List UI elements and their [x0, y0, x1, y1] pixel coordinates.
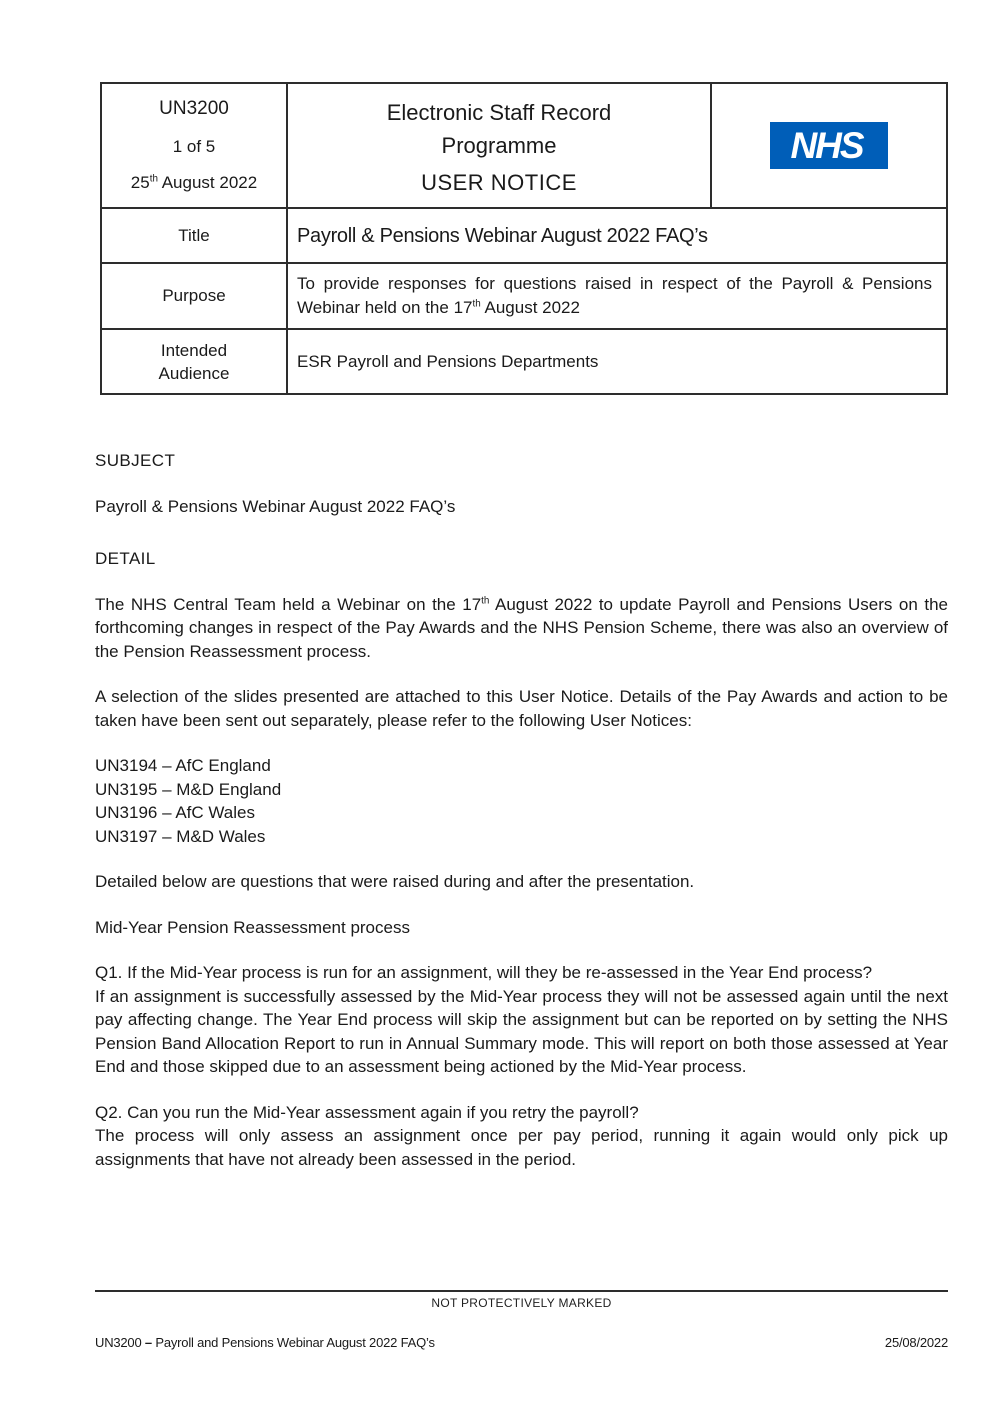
header-row-purpose: [101, 263, 947, 329]
subject-text: Payroll & Pensions Webinar August 2022 FAQ’s: [95, 496, 456, 516]
header-table: [100, 82, 948, 395]
page-footer: [95, 1290, 948, 1350]
question-2: Q2. Can you run the Mid-Year assessment again if you retry the payroll?: [95, 1102, 639, 1122]
answer-1: If an assignment is successfully assessed by the Mid-Year process they will not be assessed again until the next pay affecting change. The Year End process will skip the assignment but can be reported on by setting the NHS Pension Band Allocation Report to run in Annual Summary mode. This will report on both those assessed at Year End and those skipped due to an assessment being actioned by the Mid-Year process.: [95, 986, 948, 1076]
footer-date: 25/08/2022: [884, 1335, 948, 1350]
detail-paragraph-3: Detailed below are questions that were raised during and after the presentation.: [95, 872, 695, 891]
footer-divider: [95, 1290, 948, 1292]
audience-label: Intended Audience: [101, 329, 287, 394]
date-ordinal-superscript: th: [149, 173, 158, 185]
section-heading: Mid-Year Pension Reassessment process: [95, 917, 410, 937]
nhs-logo: [770, 122, 888, 169]
purpose-ordinal-superscript: th: [472, 298, 481, 310]
para1-ordinal-superscript: th: [481, 594, 490, 606]
programme-title-line2: Programme: [441, 132, 557, 158]
list-item: UN3194 – AfC England: [95, 756, 271, 775]
programme-title-line1: Electronic Staff Record: [386, 99, 612, 125]
doc-ref-cell: [101, 83, 287, 208]
audience-value: ESR Payroll and Pensions Departments: [287, 329, 947, 394]
page-count: 1 of 5: [172, 137, 216, 156]
programme-title-cell: [287, 83, 711, 208]
header-row-audience: [101, 329, 947, 394]
purpose-label: Purpose: [101, 263, 287, 329]
protective-marking: NOT PROTECTIVELY MARKED: [431, 1296, 612, 1310]
title-label: Title: [101, 208, 287, 263]
header-row-main: [101, 83, 947, 208]
purpose-value: To provide responses for questions raised in respect of the Payroll & Pensions Webinar held on the 17th August 2022: [287, 263, 947, 329]
subject-heading: SUBJECT: [95, 451, 176, 470]
title-value: Payroll & Pensions Webinar August 2022 FAQ’s: [287, 208, 947, 263]
doc-date: 25th August 2022: [130, 173, 258, 192]
user-notice-label: USER NOTICE: [421, 169, 577, 195]
nhs-logo-cell: [711, 83, 947, 208]
list-item: UN3195 – M&D England: [95, 779, 282, 799]
document-body: [95, 449, 948, 1171]
nhs-logo-text: NHS: [790, 125, 863, 166]
doc-ref: UN3200: [159, 98, 229, 119]
detail-heading: DETAIL: [95, 549, 156, 568]
detail-paragraph-2: A selection of the slides presented are attached to this User Notice. Details of the Pay Awards and action to be taken have been sent out separately, please refer to the following User Notices:: [95, 687, 948, 730]
answer-2: The process will only assess an assignment once per pay period, running it again would only pick up assignments that have not already been assessed in the period.: [95, 1126, 948, 1169]
user-notice-list: [95, 754, 948, 848]
header-row-title: [101, 208, 947, 263]
detail-paragraph-1: The NHS Central Team held a Webinar on the 17th August 2022 to update Payroll and Pensions Users on the forthcoming changes in respect of the Pay Awards and the NHS Pension Scheme, there was also an overview of the Pension Reassessment process.: [95, 594, 948, 661]
question-1: Q1. If the Mid-Year process is run for an assignment, will they be re-assessed in the Year End process?: [95, 963, 873, 982]
footer-document-title: UN3200 – Payroll and Pensions Webinar August 2022 FAQ’s: [95, 1335, 435, 1350]
list-item: UN3196 – AfC Wales: [95, 803, 255, 822]
list-item: UN3197 – M&D Wales: [95, 826, 266, 846]
